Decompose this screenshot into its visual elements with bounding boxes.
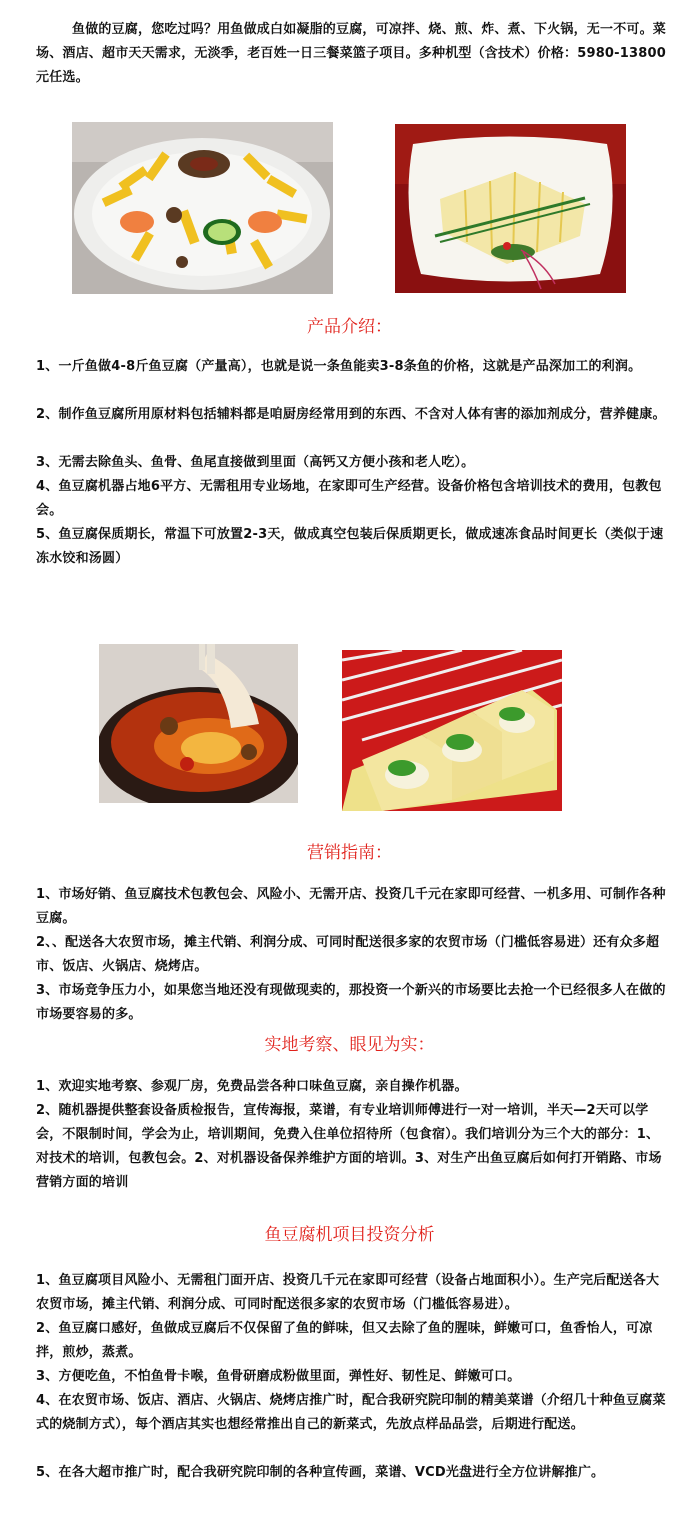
product-item: 4、鱼豆腐机器占地6平方、无需租用专业场地，在家即可生产经营。设备价格包含培训技术的费用，包教包会。 xyxy=(36,479,662,518)
section-title-visit: 实地考察、眼见为实： xyxy=(264,1035,435,1055)
analysis-item: 4、在农贸市场、饭店、酒店、火锅店、烧烤店推广时，配合我研究院印制的精美菜谱（介绍几十种鱼豆腐菜式的烧制方式），每个酒店其实也想经常推出自己的新菜式，先放点样品品尝，后期进行配送。 xyxy=(36,1393,666,1432)
visit-item: 1、欢迎实地考察、参观厂房，免费品尝各种口味鱼豆腐，亲自操作机器。 xyxy=(36,1079,468,1094)
visit-item: 2、随机器提供整套设备质检报告，宣传海报，菜谱，有专业培训师傅进行一对一培训，半天—2天可以学会，不限制时间，学会为止，培训期间，免费入住单位招待所（包食宿）。我们培训分为三个大的部分：1、对技术的培训，包教包会。2、对机器设备保养维护方面的培训。3、对生产出鱼豆腐后如何打开销路、市场营销方面的培训 xyxy=(36,1103,662,1190)
photo-fish-tofu-platter xyxy=(72,122,333,294)
product-item: 3、无需去除鱼头、鱼骨、鱼尾直接做到里面（高钙又方便小孩和老人吃）。 xyxy=(36,455,475,470)
section-title-product: 产品介绍： xyxy=(307,317,392,337)
photo-fish-tofu-hotpot xyxy=(99,644,298,803)
product-item: 5、鱼豆腐保质期长，常温下可放置2-3天，做成真空包装后保质期更长，做成速冻食品时间更长（类似于速冻水饺和汤圆） xyxy=(36,527,664,566)
section-title-analysis: 鱼豆腐机项目投资分析 xyxy=(264,1225,435,1245)
analysis-item: 1、鱼豆腐项目风险小、无需租门面开店、投资几千元在家即可经营（设备占地面积小）。生产完后配送各大农贸市场，摊主代销、利润分成、可同时配送很多家的农贸市场（门槛低容易进）。 xyxy=(36,1273,660,1312)
analysis-item: 3、方便吃鱼，不怕鱼骨卡喉，鱼骨研磨成粉做里面，弹性好、韧性足、鲜嫩可口。 xyxy=(36,1369,521,1384)
product-item: 2、制作鱼豆腐所用原材料包括辅料都是咱厨房经常用到的东西、不含对人体有害的添加剂成分，营养健康。 xyxy=(36,407,666,422)
intro-paragraph: 鱼做的豆腐，您吃过吗？用鱼做成白如凝脂的豆腐，可凉拌、烧、煎、炸、煮、下火锅，无一不可。菜场、酒店、超市天天需求，无淡季，老百姓一日三餐菜篮子项目。多种机型（含技术）价格：5980-13800元任选。 xyxy=(36,22,667,85)
photo-fish-tofu-cubes xyxy=(342,650,562,811)
analysis-item: 2、鱼豆腐口感好，鱼做成豆腐后不仅保留了鱼的鲜味，但又去除了鱼的腥味，鲜嫩可口，鱼香怡人，可凉拌，煎炒，蒸煮。 xyxy=(36,1321,653,1360)
product-item: 1、一斤鱼做4-8斤鱼豆腐（产量高），也就是说一条鱼能卖3-8条鱼的价格，这就是产品深加工的利润。 xyxy=(36,359,642,374)
photo-fish-tofu-plate xyxy=(395,124,626,293)
marketing-item: 3、市场竞争压力小，如果您当地还没有现做现卖的，那投资一个新兴的市场要比去抢一个已经很多人在做的市场要容易的多。 xyxy=(36,983,666,1022)
marketing-item: 1、市场好销、鱼豆腐技术包教包会、风险小、无需开店、投资几千元在家即可经营、一机多用、可制作各种豆腐。 xyxy=(36,887,666,926)
marketing-item: 2、、配送各大农贸市场，摊主代销、利润分成、可同时配送很多家的农贸市场（门槛低容易进）还有众多超市、饭店、火锅店、烧烤店。 xyxy=(36,935,660,974)
analysis-item: 5、在各大超市推广时，配合我研究院印制的各种宣传画，菜谱、VCD光盘进行全方位讲解推广。 xyxy=(36,1465,605,1480)
section-title-marketing: 营销指南： xyxy=(307,843,392,863)
